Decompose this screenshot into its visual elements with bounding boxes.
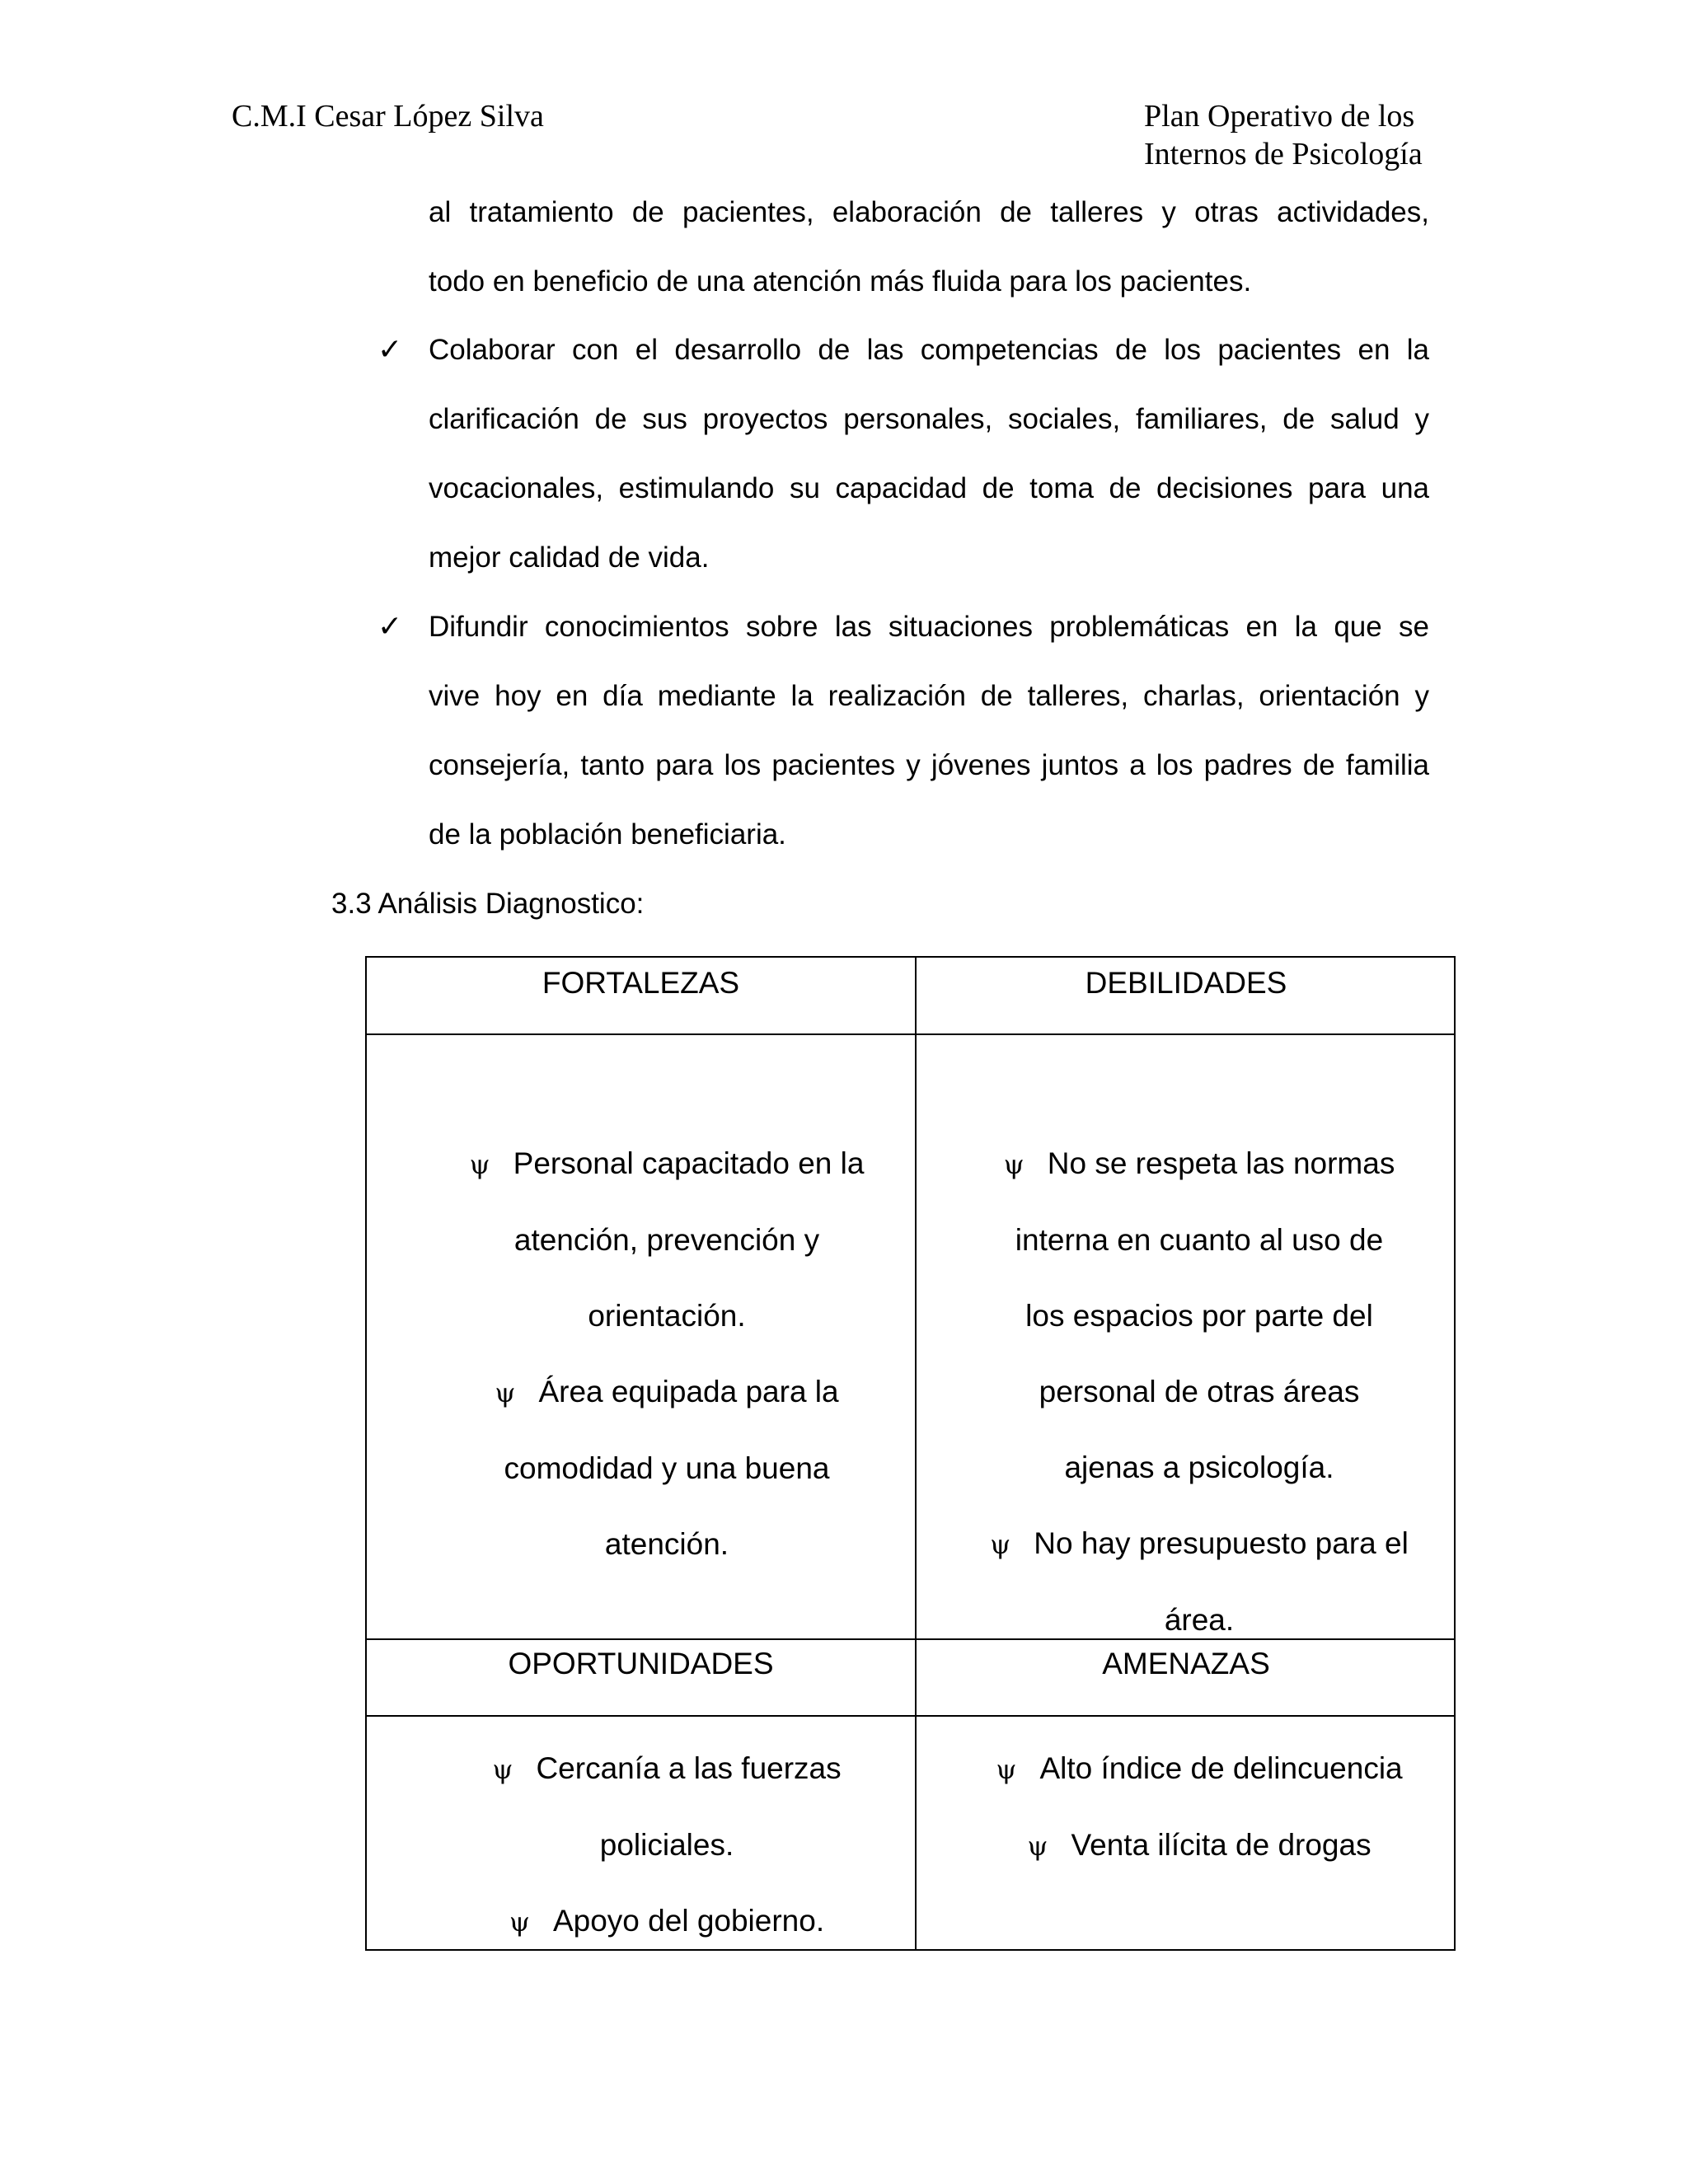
header-title-line-2: Internos de Psicología [1144, 137, 1423, 171]
oportunidades-header: OPORTUNIDADES [508, 1647, 774, 1680]
header-institution: C.M.I Cesar López Silva [232, 99, 544, 134]
checkmark-icon: ✓ [377, 333, 403, 367]
swot-item-line: los espacios por parte del [1025, 1299, 1373, 1333]
swot-item-line: atención. [604, 1527, 729, 1561]
bullet-paragraph [429, 316, 1429, 593]
debilidades-header: DEBILIDADES [1085, 966, 1287, 1000]
psi-bullet-icon: ψ [1003, 1149, 1025, 1180]
psi-bullet-icon: ψ [990, 1529, 1011, 1560]
swot-item [420, 1354, 914, 1582]
swot-item-line: No hay presupuesto para el [1034, 1526, 1409, 1560]
swot-item [420, 1126, 914, 1354]
swot-item-line: Personal capacitado en la [513, 1146, 865, 1180]
swot-item [420, 1731, 914, 1883]
swot-item [944, 1807, 1455, 1884]
paragraph-line: mejor calidad de vida. [429, 541, 710, 574]
swot-item [944, 1506, 1455, 1658]
paragraph-line: al tratamiento de pacientes, elaboración de talleres y otras actividades, [429, 196, 1429, 228]
section-title: 3.3 Análisis Diagnostico: [331, 888, 645, 920]
psi-bullet-icon: ψ [492, 1754, 513, 1785]
paragraph-line: consejería, tanto para los pacientes y jóvenes juntos a los padres de familia [429, 749, 1429, 781]
debilidades-cell [944, 1126, 1455, 1658]
bullet-paragraph [429, 593, 1429, 869]
psi-bullet-icon: ψ [495, 1377, 516, 1408]
swot-item-line: área. [1164, 1603, 1235, 1637]
continuation-paragraph [429, 178, 1429, 316]
amenazas-cell [944, 1731, 1455, 1884]
table-divider-horizontal [367, 1715, 1454, 1717]
swot-item-line: interna en cuanto al uso de [1015, 1223, 1384, 1257]
paragraph-line: vive hoy en día mediante la realización de talleres, charlas, orientación y [429, 680, 1429, 712]
header-document-title [1144, 97, 1423, 173]
swot-item-line: personal de otras áreas [1039, 1375, 1360, 1408]
paragraph-line: vocacionales, estimulando su capacidad de toma de decisiones para una [429, 472, 1429, 504]
swot-item-line: atención, prevención y [513, 1223, 820, 1257]
paragraph-line: Difundir conocimientos sobre las situaciones problemáticas en la que se [429, 611, 1429, 643]
header-title-line-1: Plan Operativo de los [1144, 99, 1415, 134]
fortalezas-header: FORTALEZAS [542, 966, 740, 1000]
swot-item [944, 1126, 1455, 1506]
swot-item-line: comodidad y una buena [504, 1451, 830, 1485]
table-divider-vertical [915, 958, 917, 1949]
paragraph-line: todo en beneficio de una atención más fluida para los pacientes. [429, 265, 1252, 298]
oportunidades-cell [420, 1731, 914, 1960]
swot-item-line: Alto índice de delincuencia [1039, 1751, 1403, 1785]
table-divider-horizontal [367, 1033, 1454, 1035]
swot-item-line: Cercanía a las fuerzas [536, 1751, 842, 1785]
checkmark-icon: ✓ [377, 610, 403, 644]
swot-item [944, 1731, 1455, 1807]
psi-bullet-icon: ψ [469, 1149, 490, 1180]
swot-item-line: No se respeta las normas [1047, 1146, 1395, 1180]
swot-item-line: Venta ilícita de drogas [1071, 1828, 1372, 1862]
paragraph-line: de la población beneficiaria. [429, 818, 786, 851]
paragraph-line: Colaborar con el desarrollo de las competencias de los pacientes en la [429, 334, 1429, 366]
swot-item-line: orientación. [588, 1299, 746, 1333]
psi-bullet-icon: ψ [509, 1906, 530, 1938]
swot-table [365, 956, 1456, 1951]
amenazas-header: AMENAZAS [1102, 1647, 1270, 1680]
psi-bullet-icon: ψ [1027, 1830, 1048, 1862]
swot-item [420, 1883, 914, 1960]
swot-item-line: Área equipada para la [538, 1375, 839, 1408]
fortalezas-cell [420, 1126, 914, 1582]
swot-item-line: Apoyo del gobierno. [552, 1904, 825, 1938]
swot-item-line: ajenas a psicología. [1064, 1451, 1334, 1484]
paragraph-line: clarificación de sus proyectos personales, sociales, familiares, de salud y [429, 403, 1429, 435]
swot-item-line: policiales. [599, 1828, 734, 1862]
psi-bullet-icon: ψ [996, 1754, 1017, 1785]
